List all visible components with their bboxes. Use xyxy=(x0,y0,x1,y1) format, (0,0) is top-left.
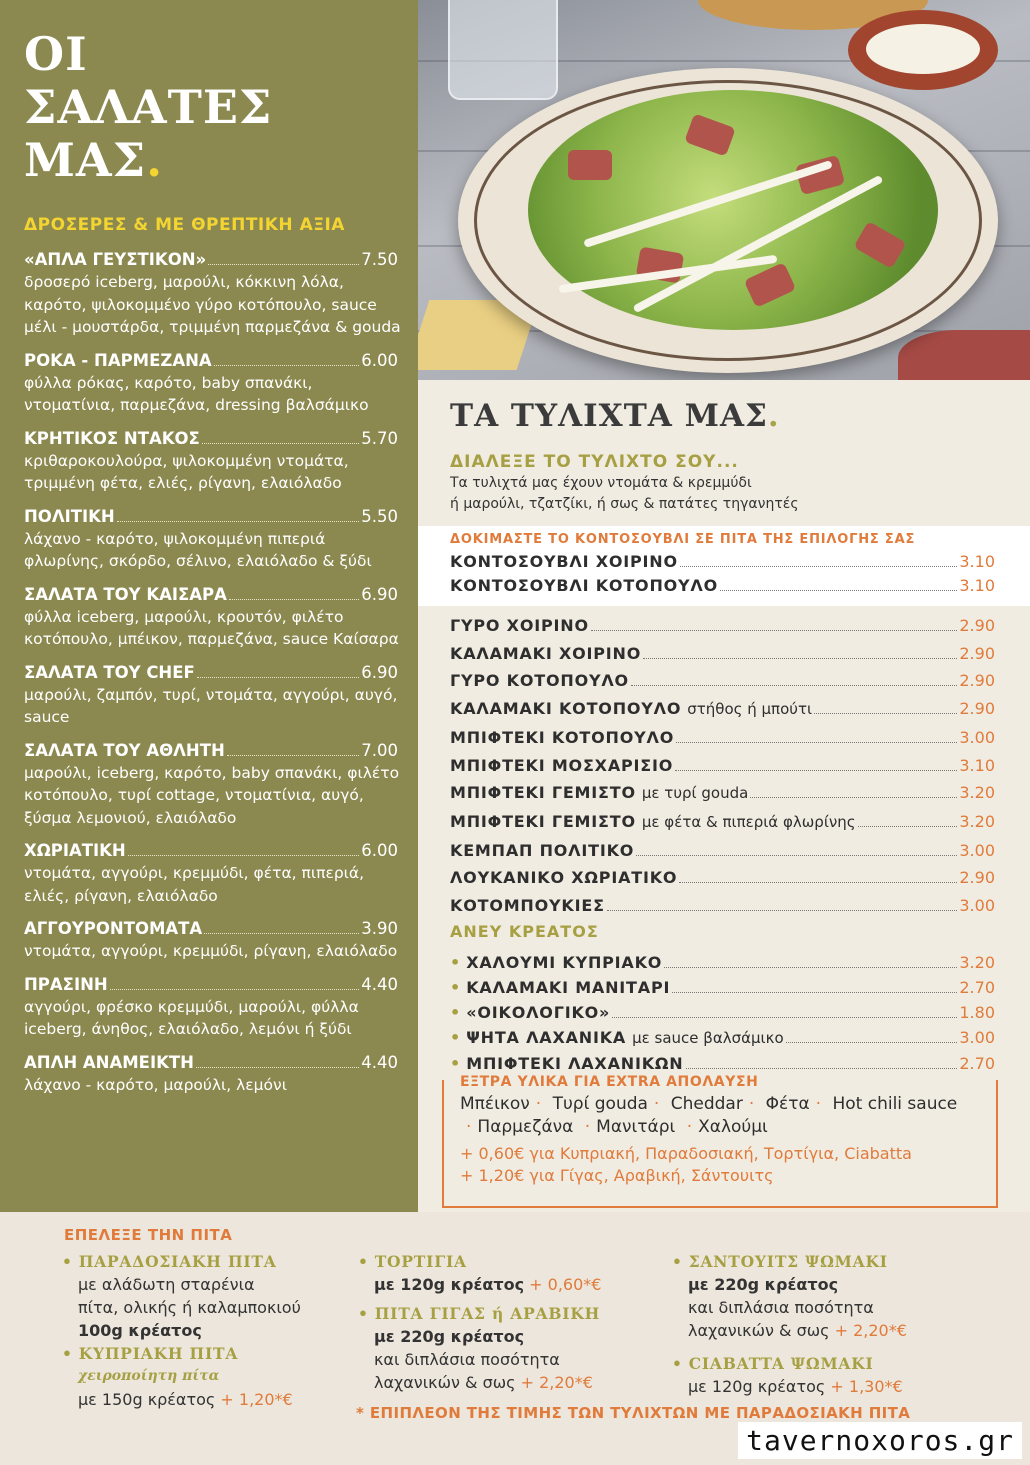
salad-desc: μαρούλι, iceberg, καρότο, baby σπανάκι, φιλέτο κοτόπουλο, τυρί cottage, ντοματίνια, αυγό, ξύσμα λεμονιού, ελαιόλαδο xyxy=(24,763,400,827)
wrap-price: 3.20 xyxy=(959,811,995,831)
wrap-price: 3.00 xyxy=(959,727,995,747)
salad-name: ΑΓΓΟΥΡΟΝΤΟΜΑΤΑ xyxy=(24,919,203,938)
pita-option-name: • CIABATTA ΨΩΜΑΚΙ xyxy=(672,1354,874,1373)
wrap-item: • ΚΑΛΑΜΑΚΙ ΜΑΝΙΤΑΡΙ 2.70 xyxy=(450,975,995,1000)
wrap-note: με τυρί gouda xyxy=(641,784,749,803)
site-watermark: tavernoxoros.gr xyxy=(738,1422,1022,1459)
salad-item xyxy=(24,974,398,1041)
wrap-item: ΜΠΙΦΤΕΚΙ ΓΕΜΙΣΤΟ με τυρί gouda 3.20 xyxy=(450,779,995,808)
kontosouvli-header: ΔΟΚΙΜΑΣΤΕ ΤΟ ΚΟΝΤΟΣΟΥΒΛΙ ΣΕ ΠΙΤΑ ΤΗΣ ΕΠΙΛΟΓΗΣ ΣΑΣ xyxy=(450,532,916,547)
wrap-price: 2.90 xyxy=(959,868,995,888)
salad-name: ΣΑΛΑΤΑ ΤΟΥ CHEF xyxy=(24,662,195,682)
wrap-price: 3.20 xyxy=(959,783,995,803)
salami-image xyxy=(898,330,1030,380)
salad-name: ΠΟΛΙΤΙΚΗ xyxy=(24,506,115,526)
extras-box xyxy=(442,1074,998,1208)
salad-name: «ΑΠΛΑ ΓΕΥΣΤΙΚΟΝ» xyxy=(24,250,207,269)
salad-price: 6.90 xyxy=(361,584,398,604)
wrap-price: 3.10 xyxy=(959,755,995,775)
pita-option-name: • ΤΟΡΤΙΓΙΑ xyxy=(358,1252,467,1271)
salad-desc: φύλλα ρόκας, καρότο, baby σπανάκι, ντοματίνια, παρμεζάνα, dressing βαλσάμικο xyxy=(24,373,369,414)
salad-name: ΡΟΚΑ - ΠΑΡΜΕΖΑΝΑ xyxy=(24,350,212,370)
meatless-title: ΑΝΕΥ ΚΡΕΑΤΟΣ xyxy=(450,922,599,941)
pita-column-2: • ΤΟΡΤΙΓΙΑ με 120g κρέατος + 0,60*€ • ΠΙΤΑ ΓΙΓΑΣ ή ΑΡΑΒΙΚΗ με 220g κρέατος και διπλάσια ποσότητα λαχανικών & σως + 2,20*€ xyxy=(358,1252,602,1392)
salads-title: ΟΙ ΣΑΛΑΤΕΣ ΜΑΣ. xyxy=(24,27,273,187)
pita-option-name: • ΠΙΤΑ ΓΙΓΑΣ ή ΑΡΑΒΙΚΗ xyxy=(358,1304,601,1323)
meatless-list xyxy=(450,950,995,1076)
salad-name: ΣΑΛΑΤΑ ΤΟΥ ΑΘΛΗΤΗ xyxy=(24,740,225,760)
wrap-item: ΜΠΙΦΤΕΚΙ ΜΟΣΧΑΡΙΣΙΟ 3.10 xyxy=(450,752,995,780)
salad-desc: δροσερό iceberg, μαρούλι, κόκκινη λόλα, καρότο, ψιλοκομμένο γύρο κοτόπουλο, sauce μέλι - μουστάρδα, τριμμένη παρμεζάνα & gouda xyxy=(24,273,401,336)
wrap-item: • ΜΠΙΦΤΕΚΙ ΛΑΧΑΝΙΚΩΝ 2.70 xyxy=(450,1051,995,1076)
salad-price: 4.40 xyxy=(361,974,398,994)
pita-extra-price: + 1,30*€ xyxy=(830,1377,903,1396)
salad-price: 7.50 xyxy=(361,250,398,269)
wrap-price: 2.70 xyxy=(959,978,995,997)
salad-item xyxy=(24,506,398,573)
pita-extra-price: + 0,60*€ xyxy=(529,1275,602,1294)
pita-option-name: • ΠΑΡΑΔΟΣΙΑΚΗ ΠΙΤΑ xyxy=(62,1252,277,1271)
salad-item xyxy=(24,249,401,339)
salad-name: ΠΡΑΣΙΝΗ xyxy=(24,974,108,994)
salad-name: ΧΩΡΙΑΤΙΚΗ xyxy=(24,841,126,860)
wrap-price: 3.00 xyxy=(959,1028,995,1047)
salad-price: 6.00 xyxy=(361,841,398,860)
wraps-list xyxy=(450,612,995,920)
wrap-item: ΚΟΝΤΟΣΟΥΒΛΙ ΚΟΤΟΠΟΥΛΟ 3.10 xyxy=(450,574,995,598)
salad-item xyxy=(24,1052,398,1097)
wrap-price: 2.90 xyxy=(959,699,995,719)
salad-name: ΚΡΗΤΙΚΟΣ ΝΤΑΚΟΣ xyxy=(24,428,200,448)
salad-price: 5.50 xyxy=(361,506,398,526)
wraps-title: ΤΑ ΤΥΛΙΧΤΑ ΜΑΣ. xyxy=(450,398,780,434)
salad-desc: λάχανο - καρότο, μαρούλι, λεμόνι xyxy=(24,1075,287,1094)
salad-desc: λάχανο - καρότο, ψιλοκομμένη πιπεριά φλωρίνης, σκόρδο, σέλινο, ελαιόλαδο & ξύδι xyxy=(24,529,372,570)
wrap-price: 3.10 xyxy=(959,552,995,571)
wraps-subtitle: ΔΙΑΛΕΞΕ ΤΟ ΤΥΛΙΧΤΟ ΣΟΥ... xyxy=(450,452,739,472)
wrap-item: ΜΠΙΦΤΕΚΙ ΓΕΜΙΣΤΟ με φέτα & πιπεριά φλωρίνης 3.20 xyxy=(450,808,995,837)
wraps-panel xyxy=(418,380,1030,1212)
kontosouvli-box xyxy=(418,526,1030,606)
wrap-price: 2.90 xyxy=(959,671,995,691)
salad-item xyxy=(24,840,398,907)
wrap-item: ΚΟΝΤΟΣΟΥΒΛΙ ΧΟΙΡΙΝΟ 3.10 xyxy=(450,550,995,574)
extras-prices: + 0,60€ για Κυπριακή, Παραδοσιακή, Τορτίγια, Ciabatta + 1,20€ για Γίγας, Αραβική, Σάντουιτς xyxy=(460,1144,912,1185)
wrap-item: ΚΟΤΟΜΠΟΥΚΙΕΣ 3.00 xyxy=(450,892,995,920)
salad-price: 6.90 xyxy=(361,662,398,682)
wrap-price: 3.10 xyxy=(959,576,995,595)
water-glass-image xyxy=(448,0,558,100)
salads-list xyxy=(24,249,401,1096)
pita-option-name: • ΣΑΝΤΟΥΙΤΣ ΨΩΜΑΚΙ xyxy=(672,1252,888,1271)
wrap-price: 2.90 xyxy=(959,643,995,663)
wraps-description: Τα τυλιχτά μας έχουν ντομάτα & κρεμμύδι ή μαρούλι, τζατζίκι, ή σως & πατάτες τηγανητές xyxy=(450,475,799,512)
salad-item xyxy=(24,584,398,651)
wrap-item: ΛΟΥΚΑΝΙΚΟ ΧΩΡΙΑΤΙΚΟ 2.90 xyxy=(450,864,995,892)
wrap-item: • ΨΗΤΑ ΛΑΧΑΝΙΚΑ με sauce βαλσάμικο 3.00 xyxy=(450,1025,995,1051)
salad-price: 5.70 xyxy=(361,428,398,448)
pita-option-name: • ΚΥΠΡΙΑΚΗ ΠΙΤΑ xyxy=(62,1344,239,1363)
wrap-note: στήθος ή μπούτι xyxy=(687,700,813,719)
price-footnote: * ΕΠΙΠΛΕΟΝ ΤΗΣ ΤΙΜΗΣ ΤΩΝ ΤΥΛΙΧΤΩΝ ΜΕ ΠΑΡΑΔΟΣΙΑΚΗ ΠΙΤΑ xyxy=(356,1404,911,1422)
wrap-item: ΓΥΡΟ ΧΟΙΡΙΝΟ 2.90 xyxy=(450,612,995,640)
wrap-price: 2.70 xyxy=(959,1054,995,1073)
wrap-item: ΓΥΡΟ ΚΟΤΟΠΟΥΛΟ 2.90 xyxy=(450,667,995,695)
wrap-item: ΚΑΛΑΜΑΚΙ ΚΟΤΟΠΟΥΛΟ στήθος ή μπούτι 2.90 xyxy=(450,695,995,724)
wrap-note: με sauce βαλσάμικο xyxy=(632,1029,784,1047)
salad-desc: ντομάτα, αγγούρι, κρεμμύδι, φέτα, πιπεριά, ελιές, ρίγανη, ελαιόλαδο xyxy=(24,864,365,905)
caesar-salad-image xyxy=(528,90,938,330)
salad-name: ΑΠΛΗ ΑΝΑΜΕΙΚΤΗ xyxy=(24,1052,194,1072)
salad-item xyxy=(24,428,398,495)
salad-price: 7.00 xyxy=(361,740,398,760)
wrap-price: 3.00 xyxy=(959,840,995,860)
wrap-price: 3.20 xyxy=(959,953,995,972)
pita-extra-price: + 2,20*€ xyxy=(834,1321,907,1340)
wrap-item: ΚΕΜΠΑΠ ΠΟΛΙΤΙΚΟ 3.00 xyxy=(450,837,995,865)
wrap-note: με φέτα & πιπεριά φλωρίνης xyxy=(641,812,856,831)
extras-list: Μπέικον · Τυρί gouda · Cheddar · Φέτα · Hot chili sauce · Παρμεζάνα · Μανιτάρι · Χαλούμι xyxy=(460,1094,958,1137)
pita-section xyxy=(0,1212,1030,1465)
wrap-item: • ΧΑΛΟΥΜΙ ΚΥΠΡΙΑΚΟ 3.20 xyxy=(450,950,995,975)
salads-subtitle: ΔΡΟΣΕΡΕΣ & ΜΕ ΘΡΕΠΤΙΚΗ ΑΞΙΑ xyxy=(24,215,345,235)
salad-item xyxy=(24,350,398,417)
salad-price: 4.40 xyxy=(361,1052,398,1072)
pita-title: ΕΠΕΛΕΞΕ ΤΗΝ ΠΙΤΑ xyxy=(64,1226,233,1244)
salad-name: ΣΑΛΑΤΑ ΤΟΥ ΚΑΙΣΑΡΑ xyxy=(24,584,227,604)
salad-desc: κριθαροκουλούρα, ψιλοκομμένη ντομάτα, τριμμένη φέτα, ελιές, ρίγανη, ελαιόλαδο xyxy=(24,451,349,492)
salad-price: 6.00 xyxy=(361,350,398,370)
salad-photo xyxy=(418,0,1030,380)
extras-title: ΕΞΤΡΑ ΥΛΙΚΑ ΓΙΑ EXTRA ΑΠΟΛΑΥΣΗ xyxy=(460,1074,764,1090)
salad-desc: φύλλα iceberg, μαρούλι, κρουτόν, φιλέτο κοτόπουλο, μπέικον, παρμεζάνα, sauce Καίσαρα xyxy=(24,607,399,648)
salad-item xyxy=(24,740,398,830)
pita-column-1: • ΠΑΡΑΔΟΣΙΑΚΗ ΠΙΤΑ με αλάδωτη σταρένια πίτα, ολικής ή καλαμποκιού 100g κρέατος • ΚΥΠΡΙΑΚΗ ΠΙΤΑ χειροποίητη πίτα με 150g κρέατος + 1,20*€ xyxy=(62,1252,301,1409)
wrap-price: 2.90 xyxy=(959,616,995,635)
pita-extra-price: + 2,20*€ xyxy=(520,1373,593,1392)
salad-item xyxy=(24,918,398,963)
salad-item xyxy=(24,662,398,729)
salad-desc: μαρούλι, ζαμπόν, τυρί, ντομάτα, αγγούρι, αυγό, sauce xyxy=(24,685,398,726)
salad-desc: αγγούρι, φρέσκο κρεμμύδι, μαρούλι, φύλλα iceberg, άνηθος, ελαιόλαδο, λεμόνι ή ξύδι xyxy=(24,997,359,1038)
wrap-item: ΜΠΙΦΤΕΚΙ ΚΟΤΟΠΟΥΛΟ 3.00 xyxy=(450,724,995,752)
salad-price: 3.90 xyxy=(361,919,398,938)
pita-column-3: • ΣΑΝΤΟΥΙΤΣ ΨΩΜΑΚΙ με 220g κρέατος και διπλάσια ποσότητα λαχανικών & σως + 2,20*€ • CIABATTA ΨΩΜΑΚΙ με 120g κρέατος + 1,30*€ xyxy=(672,1252,907,1396)
pita-extra-price: + 1,20*€ xyxy=(220,1390,293,1409)
wrap-item: • «ΟΙΚΟΛΟΓΙΚΟ» 1.80 xyxy=(450,1000,995,1025)
wrap-item: ΚΑΛΑΜΑΚΙ ΧΟΙΡΙΝΟ 2.90 xyxy=(450,640,995,668)
wrap-price: 3.00 xyxy=(959,896,995,916)
title-dot: . xyxy=(146,133,164,187)
salad-desc: ντομάτα, αγγούρι, κρεμμύδι, ρίγανη, ελαιόλαδο xyxy=(24,942,398,960)
salads-panel xyxy=(0,0,418,1212)
wrap-price: 1.80 xyxy=(959,1003,995,1022)
